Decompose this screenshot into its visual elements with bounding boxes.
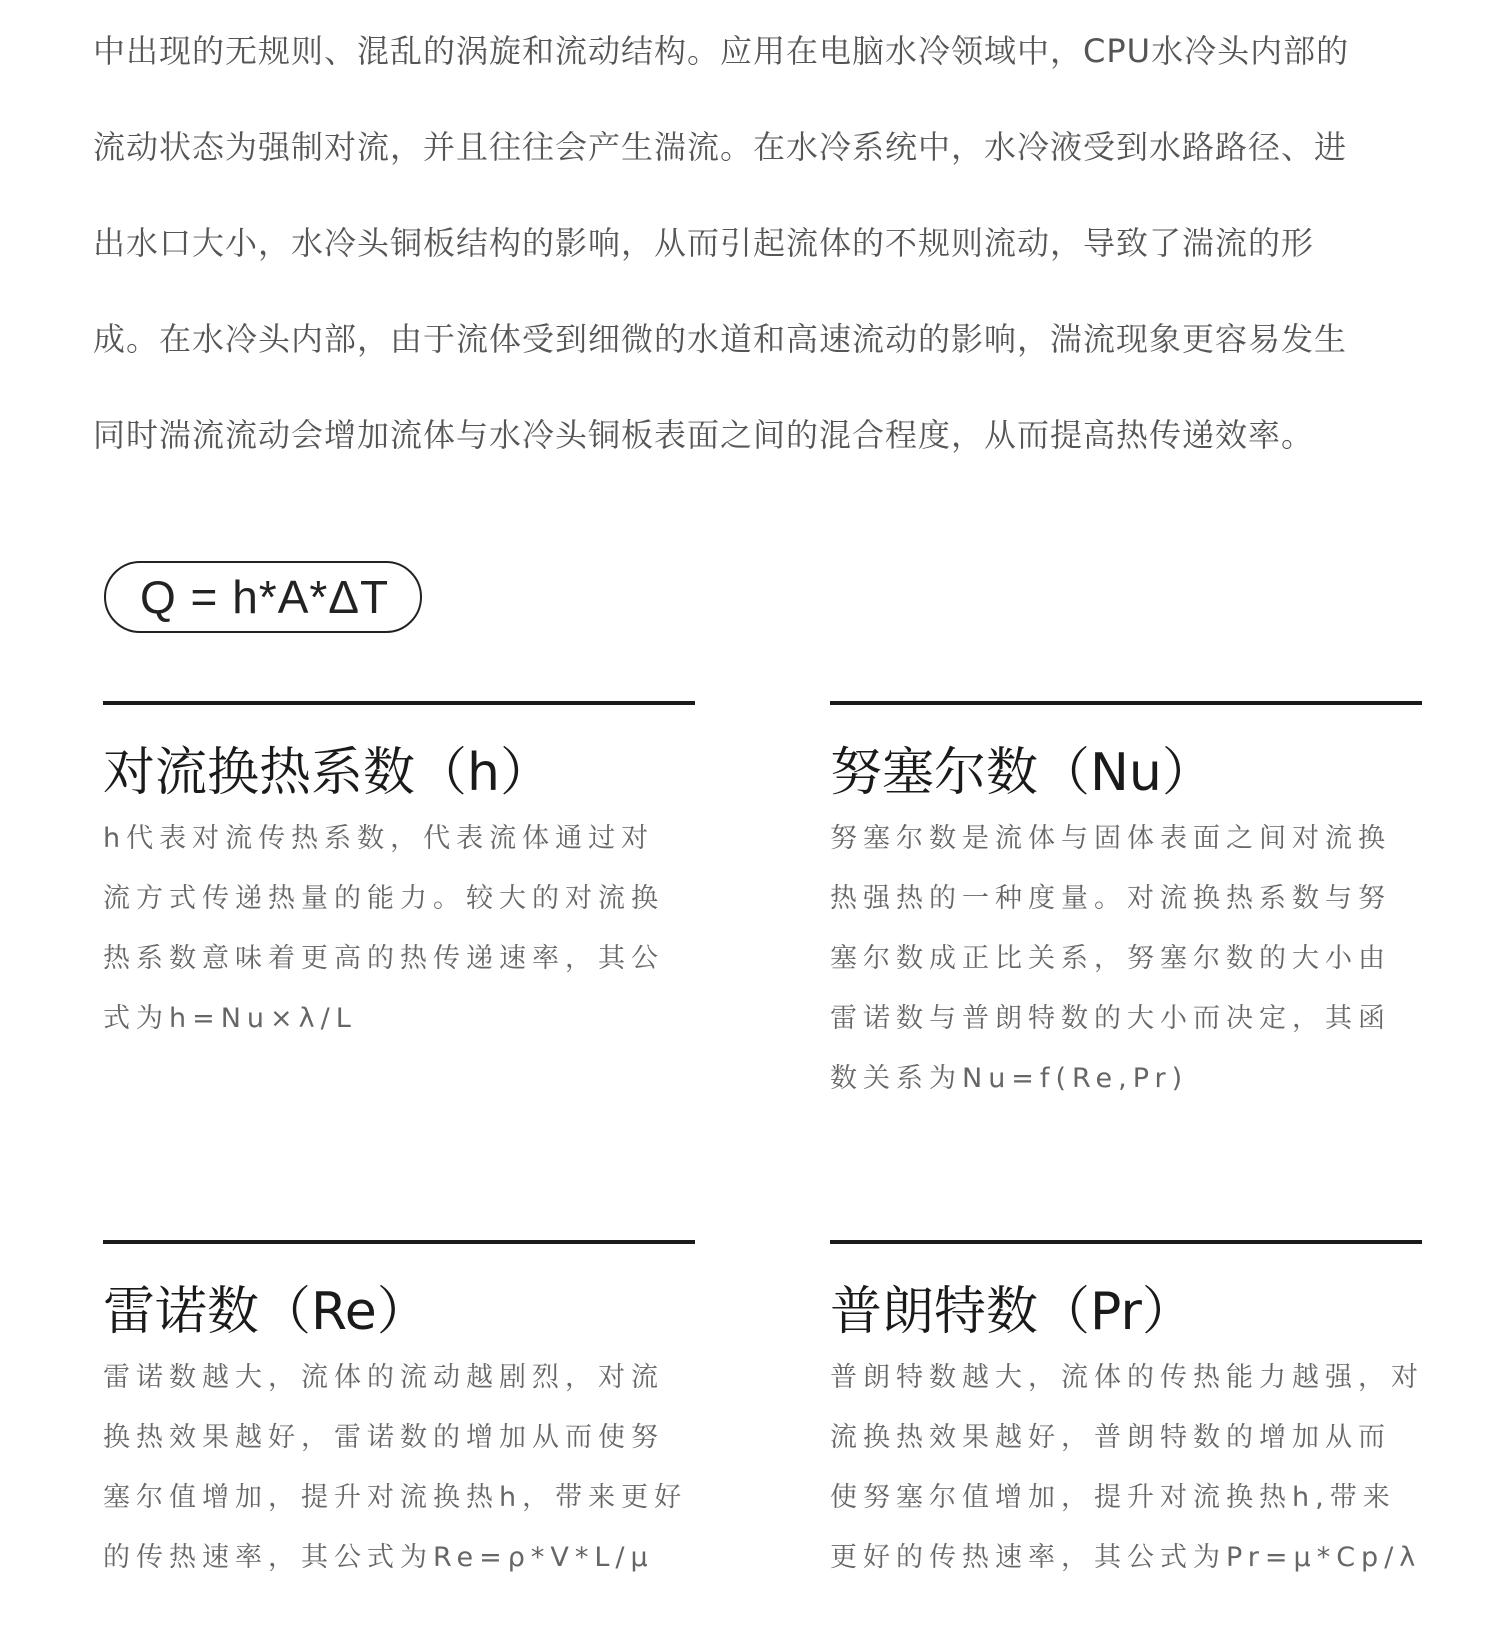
card-title: 雷诺数（Re） bbox=[103, 1282, 429, 1342]
card-prandtl-number bbox=[830, 1240, 1422, 1598]
card-body bbox=[103, 819, 695, 1059]
card-body-line: 更好的传热速率，其公式为Pr=μ*Cp/λ bbox=[830, 1542, 1422, 1573]
card-body-line: 雷诺数与普朗特数的大小而决定，其函 bbox=[830, 1003, 1391, 1034]
card-divider bbox=[103, 701, 695, 705]
card-body-line: 换热效果越好，雷诺数的增加从而使努 bbox=[103, 1422, 664, 1453]
card-body-line: 热系数意味着更高的热传递速率，其公 bbox=[103, 943, 664, 974]
card-body bbox=[830, 819, 1422, 1119]
card-body-line: 努塞尔数是流体与固体表面之间对流换 bbox=[830, 823, 1391, 854]
card-body-line: 雷诺数越大，流体的流动越剧烈，对流 bbox=[103, 1362, 664, 1393]
card-body bbox=[103, 1358, 695, 1598]
formula-badge bbox=[104, 561, 422, 633]
card-title: 对流换热系数（h） bbox=[103, 743, 552, 803]
card-divider bbox=[830, 701, 1422, 705]
formula-text: Q = h*A*ΔT bbox=[140, 571, 390, 623]
card-body-line: 塞尔值增加，提升对流换热h，带来更好 bbox=[103, 1482, 688, 1513]
card-body-line: 的传热速率，其公式为Re=ρ*V*L/μ bbox=[103, 1542, 654, 1573]
card-divider bbox=[830, 1240, 1422, 1244]
card-title: 普朗特数（Pr） bbox=[830, 1282, 1194, 1342]
card-body-line: 塞尔数成正比关系，努塞尔数的大小由 bbox=[830, 943, 1391, 974]
card-convection-coefficient bbox=[103, 701, 695, 1059]
intro-line: 中出现的无规则、混乱的涡旋和流动结构。应用在电脑水冷领域中，CPU水冷头内部的 bbox=[93, 32, 1350, 70]
card-body-line: 热强热的一种度量。对流换热系数与努 bbox=[830, 883, 1391, 914]
card-divider bbox=[103, 1240, 695, 1244]
card-body-line: 流方式传递热量的能力。较大的对流换 bbox=[103, 883, 664, 914]
card-title: 努塞尔数（Nu） bbox=[830, 743, 1214, 803]
card-body-line: 普朗特数越大，流体的传热能力越强，对 bbox=[830, 1362, 1424, 1393]
intro-line: 成。在水冷头内部，由于流体受到细微的水道和高速流动的影响，湍流现象更容易发生 bbox=[93, 320, 1348, 358]
card-body-line: 流换热效果越好，普朗特数的增加从而 bbox=[830, 1422, 1391, 1453]
card-reynolds-number bbox=[103, 1240, 695, 1598]
intro-line: 出水口大小，水冷头铜板结构的影响，从而引起流体的不规则流动，导致了湍流的形 bbox=[93, 224, 1315, 262]
card-nusselt-number bbox=[830, 701, 1422, 1119]
card-body-line: 数关系为Nu=f(Re,Pr) bbox=[830, 1063, 1189, 1094]
intro-line: 流动状态为强制对流，并且往往会产生湍流。在水冷系统中，水冷液受到水路路径、进 bbox=[93, 128, 1348, 166]
intro-line: 同时湍流流动会增加流体与水冷头铜板表面之间的混合程度，从而提高热传递效率。 bbox=[93, 416, 1315, 454]
card-body-line: 使努塞尔值增加，提升对流换热h,带来 bbox=[830, 1482, 1396, 1513]
card-body-line: 式为h=Nu×λ/L bbox=[103, 1003, 357, 1034]
card-body bbox=[830, 1358, 1422, 1598]
card-body-line: h代表对流传热系数，代表流体通过对 bbox=[103, 823, 655, 854]
intro-paragraph bbox=[93, 28, 1453, 508]
